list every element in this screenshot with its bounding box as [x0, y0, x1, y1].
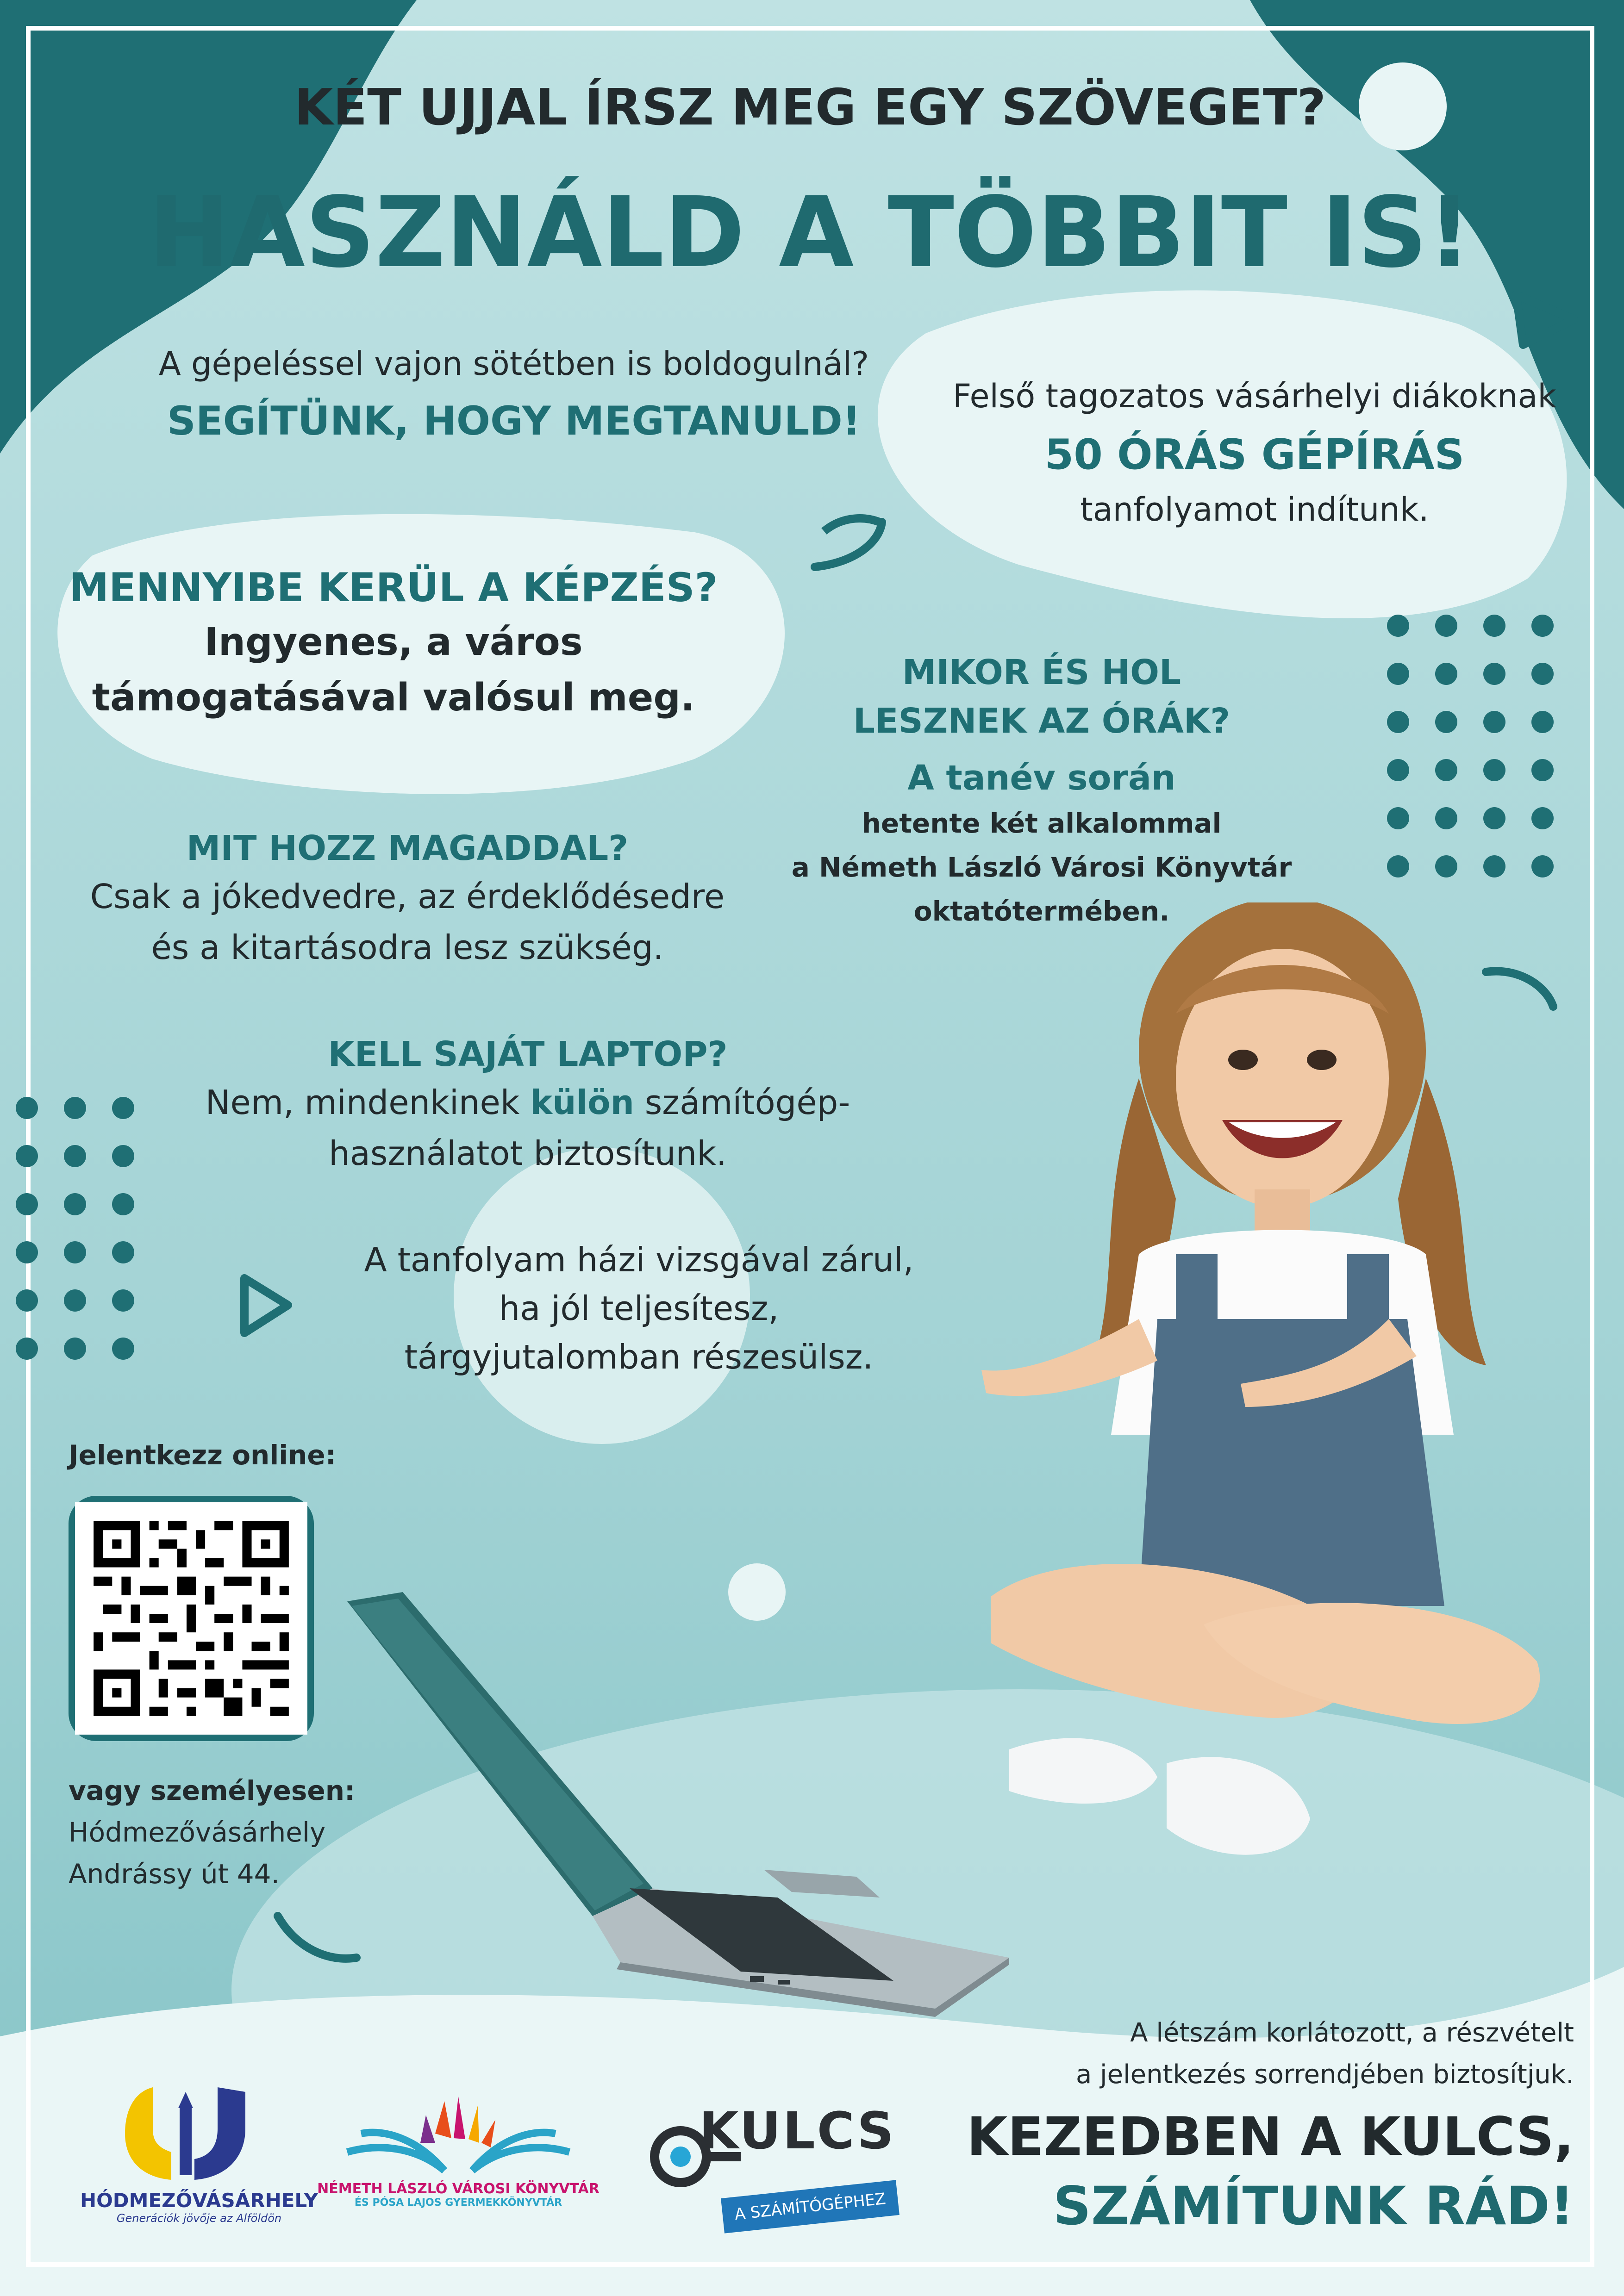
dot-grid-left: [16, 1097, 134, 1360]
limit-line1: A létszám korlátozott, a részvételt: [1130, 2018, 1574, 2048]
laptop-highlight: külön: [530, 1083, 634, 1122]
when-line2: a Németh László Városi Könyvtár: [791, 852, 1292, 883]
kulcs-tagline: A SZÁMÍTÓGÉPHEZ: [721, 2180, 899, 2233]
in-person-label: vagy személyesen:: [69, 1775, 356, 1806]
city-name: HÓDMEZŐVÁSÁRHELY: [80, 2189, 319, 2212]
dot-grid-right: [1387, 615, 1554, 877]
book-icon: [296, 2097, 620, 2175]
kulcs-logo[interactable]: [648, 2101, 917, 2235]
cost-answer-line2: támogatásával valósul meg.: [92, 676, 695, 720]
laptop-line1: [167, 1083, 889, 1122]
course-title: 50 ÓRÁS GÉPÍRÁS: [1044, 430, 1465, 479]
laptop-question: KELL SAJÁT LAPTOP?: [328, 1034, 728, 1074]
header-line1: KÉT UJJAL ÍRSZ MEG EGY SZÖVEGET?: [294, 79, 1326, 137]
qr-code[interactable]: [69, 1496, 314, 1741]
girl-photo: [880, 902, 1602, 1995]
laptop-line1-start: Nem, mindenkinek: [205, 1083, 531, 1122]
exam-line3: tárgyjutalomban részesülsz.: [404, 1338, 874, 1376]
slogan-line1: KEZEDBEN A KULCS,: [967, 2106, 1574, 2167]
when-line1: hetente két alkalommal: [862, 808, 1222, 839]
when-highlight: A tanév során: [907, 758, 1176, 798]
when-question-line2: LESZNEK AZ ÓRÁK?: [853, 701, 1230, 741]
kulcs-name: KULCS: [699, 2101, 896, 2160]
intro-answer: SEGÍTÜNK, HOGY MEGTANULD!: [167, 398, 861, 444]
city-logo[interactable]: [79, 2078, 319, 2231]
address-city: Hódmezővásárhely: [69, 1817, 326, 1848]
when-line3: oktatótermében.: [913, 896, 1170, 927]
online-label: Jelentkezz online:: [69, 1439, 336, 1471]
city-emblem-icon: [79, 2078, 319, 2184]
course-start: tanfolyamot indítunk.: [1080, 491, 1429, 529]
laptop-line1-end: számítógép-: [634, 1083, 850, 1122]
bring-line1: Csak a jókedvedre, az érdeklődésedre: [90, 877, 725, 916]
bring-question: MIT HOZZ MAGADDAL?: [186, 828, 629, 868]
cost-question: MENNYIBE KERÜL A KÉPZÉS?: [69, 565, 718, 611]
qr-code-pattern: [75, 1502, 307, 1735]
cost-answer-line1: Ingyenes, a város: [204, 620, 583, 664]
city-tagline: Generációk jövője az Alföldön: [116, 2212, 282, 2225]
when-question-line1: MIKOR ÉS HOL: [902, 653, 1181, 692]
course-audience: Felső tagozatos vásárhelyi diákoknak: [953, 377, 1556, 415]
library-name: NÉMETH LÁSZLÓ VÁROSI KÖNYVTÁR: [317, 2181, 600, 2197]
limit-line2: a jelentkezés sorrendjében biztosítjuk.: [1075, 2060, 1574, 2090]
slogan-line2: SZÁMÍTUNK RÁD!: [1053, 2175, 1574, 2237]
intro-question: A gépeléssel vajon sötétben is boldogulnál?: [158, 345, 869, 383]
library-subname: ÉS PÓSA LAJOS GYERMEKKÖNYVTÁR: [354, 2197, 562, 2209]
exam-line2: ha jól teljesítesz,: [499, 1289, 779, 1328]
page-title: HASZNÁLD A TÖBBIT IS!: [148, 176, 1472, 289]
address-street: Andrássy út 44.: [69, 1858, 280, 1890]
library-logo[interactable]: [296, 2097, 620, 2231]
laptop-line2: használatot biztosítunk.: [329, 1134, 727, 1173]
exam-line1: A tanfolyam házi vizsgával zárul,: [364, 1240, 914, 1279]
bring-line2: és a kitartásodra lesz szükség.: [151, 928, 664, 967]
